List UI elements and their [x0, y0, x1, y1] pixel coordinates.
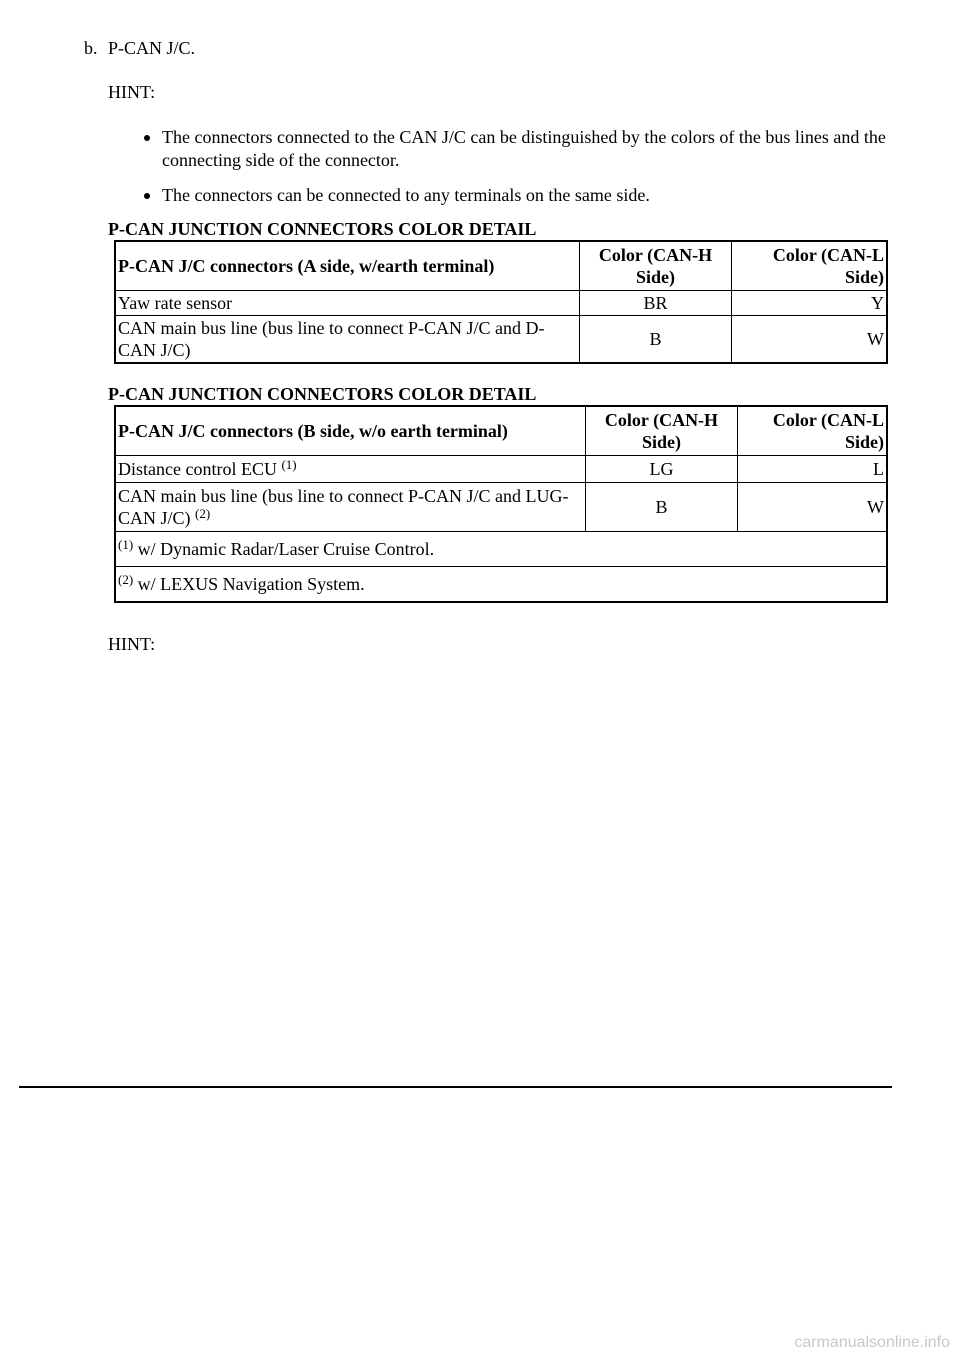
table-header-row	[115, 406, 887, 456]
can-l-color: Y	[731, 291, 887, 316]
bullet-item	[108, 184, 898, 207]
footnote-ref: (1)	[281, 457, 297, 472]
connector-name	[115, 483, 586, 532]
column-header: P-CAN J/C connectors (B side, w/o earth terminal)	[115, 406, 586, 456]
can-h-color: B	[580, 316, 732, 364]
column-header: P-CAN J/C connectors (A side, w/earth terminal)	[115, 241, 580, 291]
step-heading	[84, 37, 195, 59]
can-h-color: BR	[580, 291, 732, 316]
step-text: P-CAN J/C.	[108, 38, 196, 58]
footnote	[115, 567, 887, 603]
footnote-ref: (2)	[195, 506, 211, 521]
column-header: Color (CAN-H Side)	[586, 406, 738, 456]
bullet-text: The connectors can be connected to any terminals on the same side.	[162, 185, 650, 205]
connector-name	[115, 456, 586, 483]
table-a-title: P-CAN JUNCTION CONNECTORS COLOR DETAIL	[108, 219, 537, 239]
hint-label: HINT:	[108, 82, 156, 102]
table-a	[114, 240, 888, 364]
table-b-title: P-CAN JUNCTION CONNECTORS COLOR DETAIL	[108, 384, 537, 404]
table-row	[115, 316, 887, 364]
can-l-color: W	[731, 316, 887, 364]
column-header: Color (CAN-L Side)	[737, 406, 887, 456]
connector-name: CAN main bus line (bus line to connect P-CAN J/C and D-CAN J/C)	[115, 316, 580, 364]
column-header: Color (CAN-L Side)	[731, 241, 887, 291]
bullet-text: The connectors connected to the CAN J/C can be distinguished by the colors of the bus lines and the connecting side of the connector.	[162, 127, 886, 170]
connector-name: Yaw rate sensor	[115, 291, 580, 316]
footnote-marker: (2)	[118, 572, 134, 587]
footnote	[115, 532, 887, 567]
page-divider	[19, 1086, 892, 1088]
site-watermark: carmanualsonline.info	[794, 1334, 950, 1351]
can-l-color: L	[737, 456, 887, 483]
footnote-row	[115, 567, 887, 603]
table-row	[115, 291, 887, 316]
footnote-text: w/ LEXUS Navigation System.	[137, 574, 365, 594]
table-row	[115, 456, 887, 483]
table-row	[115, 483, 887, 532]
bullet-item	[108, 126, 898, 172]
column-header: Color (CAN-H Side)	[580, 241, 732, 291]
can-l-color: W	[737, 483, 887, 532]
can-h-color: LG	[586, 456, 738, 483]
connector-name-text: CAN main bus line (bus line to connect P-CAN J/C and LUG-CAN J/C)	[118, 486, 569, 528]
hint-label-2: HINT:	[108, 634, 156, 654]
bullet-dot-icon	[144, 193, 150, 199]
step-letter: b.	[84, 38, 98, 58]
can-h-color: B	[586, 483, 738, 532]
footnote-row	[115, 532, 887, 567]
footnote-marker: (1)	[118, 537, 134, 552]
footnote-text: w/ Dynamic Radar/Laser Cruise Control.	[137, 539, 435, 559]
hint-bullet-list	[108, 126, 898, 219]
table-header-row	[115, 241, 887, 291]
table-b	[114, 405, 888, 603]
bullet-dot-icon	[144, 135, 150, 141]
connector-name-text: Distance control ECU	[118, 459, 277, 479]
